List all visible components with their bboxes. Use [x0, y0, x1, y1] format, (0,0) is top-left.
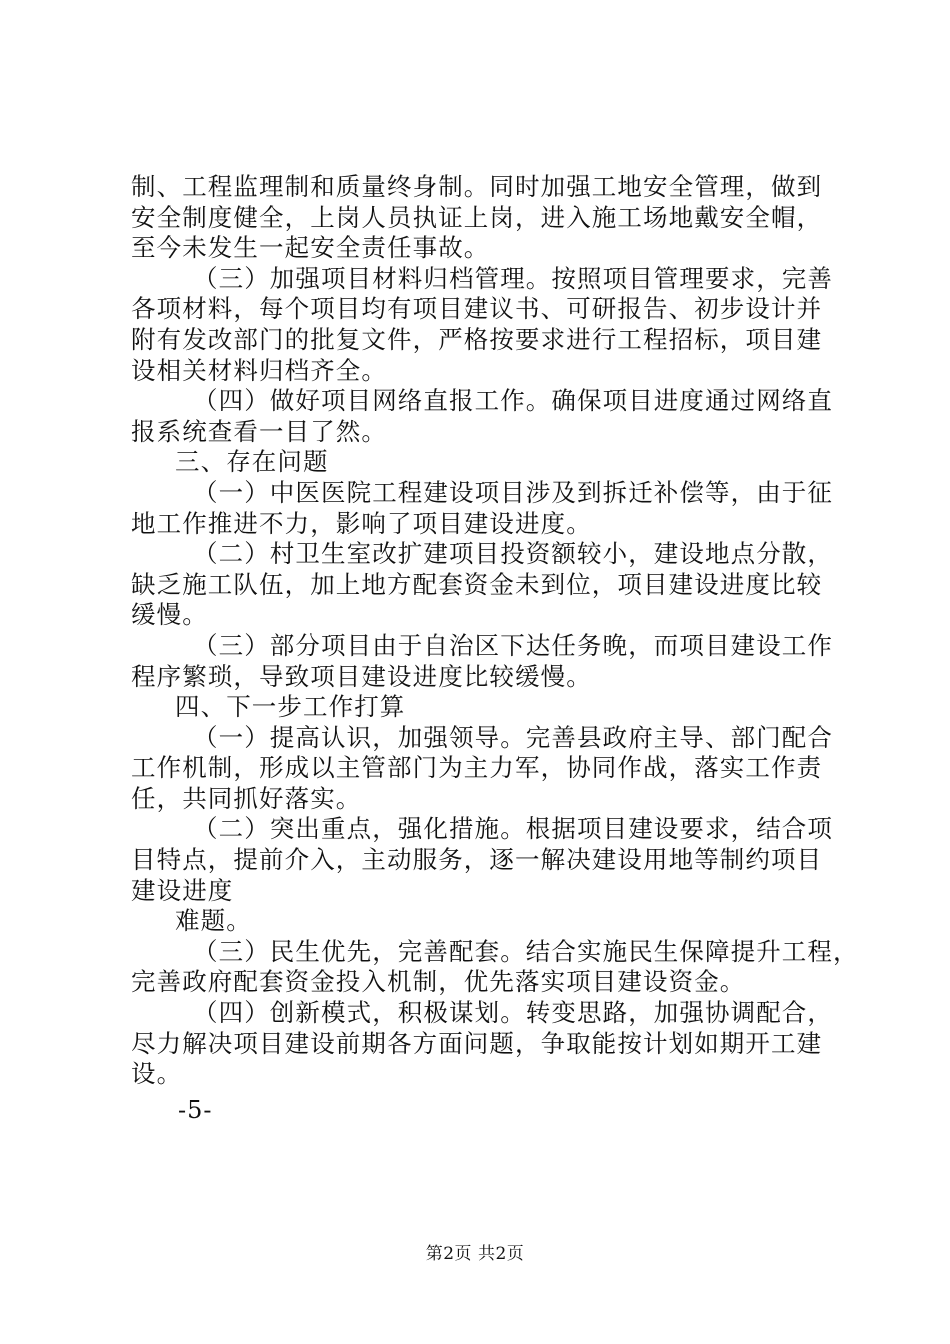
document-body: [131, 172, 859, 1090]
body-line: 难题。: [175, 906, 252, 936]
paragraph-start-line: （三）加强项目材料归档管理。按照项目管理要求，完善: [193, 263, 833, 293]
body-line: 缓慢。: [131, 600, 208, 630]
body-line: 缺乏施工队伍，加上地方配套资金未到位，项目建设进度比较: [131, 569, 823, 599]
body-line: 地工作推进不力，影响了项目建设进度。: [131, 508, 592, 538]
paragraph-start-line: （一）中医医院工程建设项目涉及到拆迁补偿等，由于征: [193, 477, 833, 507]
body-line: 建设进度: [131, 875, 234, 905]
paragraph-start-line: （三）民生优先，完善配套。结合实施民生保障提升工程，: [193, 936, 859, 966]
page-footer: 第2页 共2页: [425, 1244, 525, 1264]
body-line: 至今未发生一起安全责任事故。: [131, 233, 490, 263]
body-line: 尽力解决项目建设前期各方面问题，争取能按计划如期开工建: [131, 1028, 823, 1058]
body-line: 工作机制，形成以主管部门为主力军，协同作战，落实工作责: [131, 753, 823, 783]
section-heading: 四、下一步工作打算: [175, 692, 406, 722]
body-line: 报系统查看一目了然。: [131, 416, 387, 446]
body-line: 设相关材料归档齐全。: [131, 355, 387, 385]
section-heading: 三、存在问题: [175, 447, 329, 477]
paragraph-start-line: （四）做好项目网络直报工作。确保项目进度通过网络直: [193, 386, 833, 416]
paragraph-start-line: （一）提高认识，加强领导。完善县政府主导、部门配合: [193, 722, 833, 752]
paragraph-start-line: （四）创新模式，积极谋划。转变思路，加强协调配合，: [193, 998, 833, 1028]
paragraph-start-line: （二）村卫生室改扩建项目投资额较小，建设地点分散，: [193, 539, 833, 569]
body-line: 程序繁琐，导致项目建设进度比较缓慢。: [131, 661, 592, 691]
body-line: 各项材料，每个项目均有项目建议书、可研报告、初步设计并: [131, 294, 823, 324]
body-line: 目特点，提前介入，主动服务，逐一解决建设用地等制约项目: [131, 845, 823, 875]
page-number-marker: -5-: [178, 1096, 213, 1124]
body-line: 制、工程监理制和质量终身制。同时加强工地安全管理，做到: [131, 172, 823, 201]
body-line: 任，共同抓好落实。: [131, 783, 362, 813]
paragraph-start-line: （二）突出重点，强化措施。根据项目建设要求，结合项: [193, 814, 833, 844]
paragraph-start-line: （三）部分项目由于自治区下达任务晚，而项目建设工作: [193, 630, 833, 660]
body-line: 附有发改部门的批复文件，严格按要求进行工程招标，项目建: [131, 324, 823, 354]
body-line: 设。: [131, 1059, 183, 1089]
body-line: 完善政府配套资金投入机制，优先落实项目建设资金。: [131, 967, 746, 997]
body-line: 安全制度健全，上岗人员执证上岗，进入施工场地戴安全帽，: [131, 202, 823, 232]
